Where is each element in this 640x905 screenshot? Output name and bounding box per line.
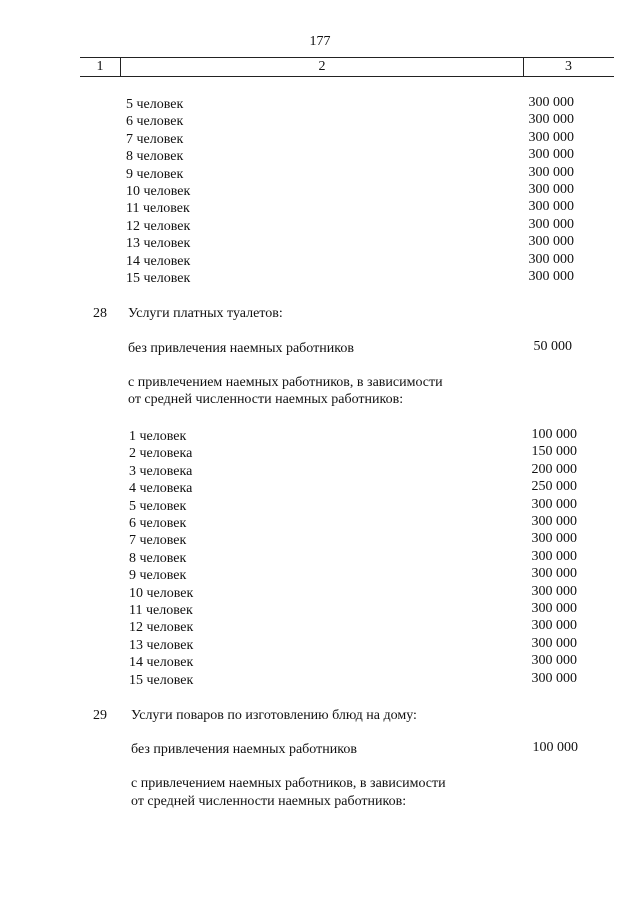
staff-count-label: 10 человек <box>129 585 194 601</box>
table-column-header <box>80 57 614 77</box>
staff-count-label: 15 человек <box>126 271 191 286</box>
column-header-2: 2 <box>120 58 524 76</box>
staff-count-label: 7 человек <box>126 131 184 147</box>
item-29-with-hired-line1: с привлечением наемных работников, в зависимости <box>131 776 446 791</box>
item-29-title: Услуги поваров по изготовлению блюд на дому: <box>131 708 417 723</box>
item-28-with-hired-line2: от средней численности наемных работников: <box>128 392 404 407</box>
staff-count-label: 4 человека <box>129 481 193 497</box>
item-28-with-hired-line1: с привлечением наемных работников, в зависимости <box>128 375 443 390</box>
staff-count-amount: 300 000 <box>528 216 574 232</box>
staff-count-amount: 300 000 <box>531 496 577 512</box>
staff-count-label: 7 человек <box>129 533 187 549</box>
staff-count-amount: 300 000 <box>531 601 577 616</box>
item-28-title: Услуги платных туалетов: <box>128 306 283 321</box>
staff-count-label: 15 человек <box>129 672 194 688</box>
staff-count-amount: 300 000 <box>528 269 574 284</box>
staff-count-amount: 300 000 <box>528 112 574 128</box>
staff-count-amount: 300 000 <box>528 164 574 180</box>
staff-count-label: 9 человек <box>126 166 184 182</box>
staff-count-label: 14 человек <box>129 655 194 671</box>
item-29-without-hired-amount: 100 000 <box>532 740 578 755</box>
item-28-without-hired-label: без привлечения наемных работников <box>128 341 354 356</box>
staff-count-label: 13 человек <box>126 236 191 252</box>
staff-count-label: 12 человек <box>129 620 194 636</box>
staff-count-amount: 300 000 <box>531 653 577 669</box>
staff-count-amount: 200 000 <box>531 461 577 477</box>
staff-count-amount: 300 000 <box>531 514 577 529</box>
staff-count-label: 5 человек <box>129 498 187 514</box>
staff-count-label: 6 человек <box>126 114 184 130</box>
page-number: 177 <box>309 34 331 49</box>
column-header-3: 3 <box>565 59 572 74</box>
staff-count-amount: 100 000 <box>531 427 577 442</box>
staff-count-amount: 300 000 <box>528 182 574 197</box>
staff-count-amount: 300 000 <box>531 531 577 547</box>
staff-count-label: 1 человек <box>129 429 187 444</box>
staff-count-amount: 300 000 <box>531 670 577 686</box>
item-29-without-hired-label: без привлечения наемных работников <box>131 742 357 757</box>
column-header-1: 1 <box>96 59 104 74</box>
staff-count-amount: 300 000 <box>528 199 574 215</box>
item-28-number: 28 <box>93 306 107 321</box>
staff-count-label: 8 человек <box>129 550 187 566</box>
staff-count-amount: 300 000 <box>531 635 577 651</box>
item-28-without-hired-amount: 50 000 <box>533 339 572 354</box>
staff-count-label: 10 человек <box>126 184 191 199</box>
staff-count-amount: 300 000 <box>528 251 574 267</box>
staff-count-amount: 300 000 <box>531 566 577 582</box>
staff-count-label: 2 человека <box>129 446 193 462</box>
item-29-number: 29 <box>93 708 107 723</box>
staff-count-amount: 300 000 <box>531 583 577 599</box>
staff-count-amount: 250 000 <box>531 479 577 495</box>
staff-count-label: 3 человека <box>129 463 193 479</box>
staff-count-label: 8 человек <box>126 149 184 165</box>
staff-count-amount: 300 000 <box>528 95 574 110</box>
staff-count-amount: 300 000 <box>531 548 577 564</box>
staff-count-amount: 300 000 <box>531 618 577 634</box>
staff-count-label: 14 человек <box>126 253 191 269</box>
staff-count-amount: 300 000 <box>528 147 574 163</box>
staff-count-label: 9 человек <box>129 568 187 584</box>
staff-count-amount: 300 000 <box>528 234 574 250</box>
staff-count-label: 11 человек <box>126 201 190 217</box>
staff-count-label: 5 человек <box>126 97 184 112</box>
staff-count-amount: 150 000 <box>531 444 577 460</box>
staff-count-label: 6 человек <box>129 516 187 531</box>
item-29-with-hired-line2: от средней численности наемных работников: <box>131 794 407 809</box>
staff-count-label: 11 человек <box>129 603 193 618</box>
staff-count-amount: 300 000 <box>528 129 574 145</box>
staff-count-label: 12 человек <box>126 218 191 234</box>
staff-count-label: 13 человек <box>129 637 194 653</box>
